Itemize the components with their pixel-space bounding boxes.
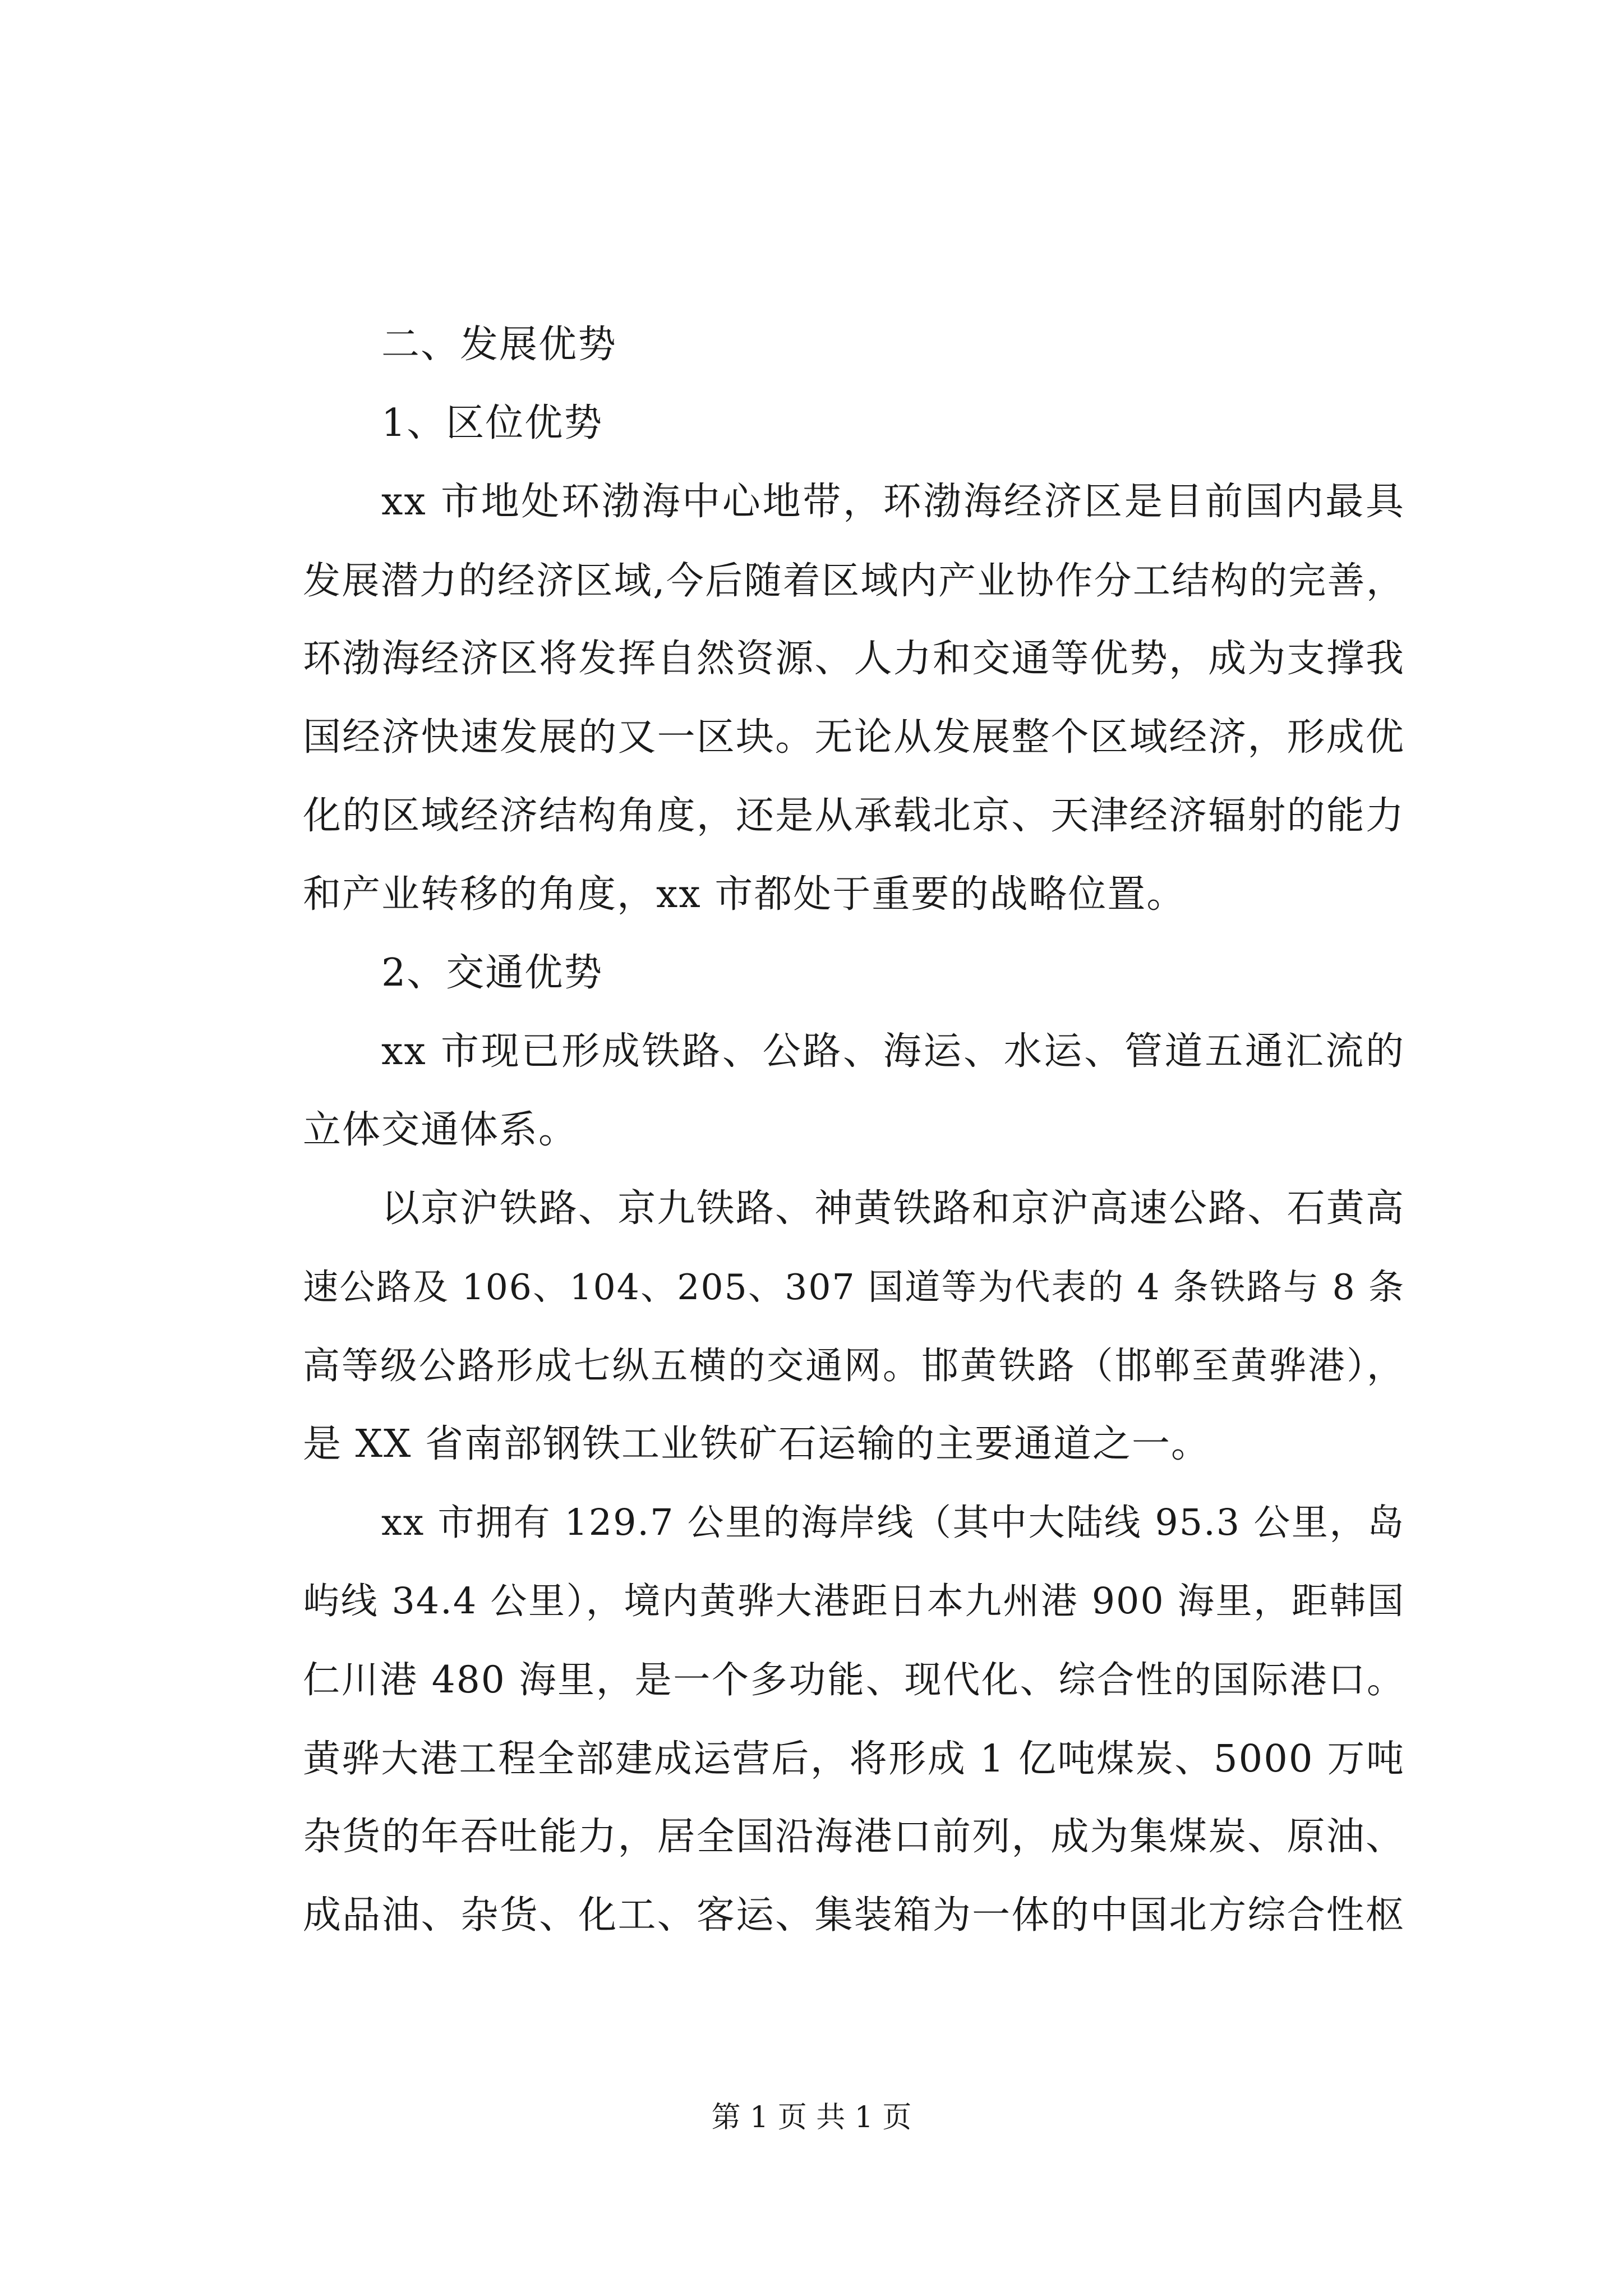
text-line: 2、交通优势 <box>381 951 603 995</box>
text-line: 国经济快速发展的又一区块。无论从发展整个区域经济，形成优 <box>303 715 1405 760</box>
text-line: 仁川港 480 海里，是一个多功能、现代化、综合性的国际港口。 <box>303 1658 1405 1701</box>
text-line: 是 XX 省南部钢铁工业铁矿石运输的主要通道之一。 <box>303 1422 1211 1466</box>
text-line: xx 市拥有 129.7 公里的海岸线（其中大陆线 95.3 公里，岛 <box>381 1502 1405 1544</box>
text-line: 环渤海经济区将发挥自然资源、人力和交通等优势，成为支撑我 <box>303 637 1405 681</box>
text-line: xx 市地处环渤海中心地带，环渤海经济区是目前国内最具 <box>381 480 1405 524</box>
text-line: 高等级公路形成七纵五横的交通网。邯黄铁路（邯郸至黄骅港）， <box>303 1344 1405 1387</box>
text-line: 屿线 34.4 公里），境内黄骅大港距日本九州港 900 海里，距韩国 <box>303 1580 1405 1622</box>
page-footer: 第 1 页 共 1 页 <box>711 2101 912 2134</box>
text-line: xx 市现已形成铁路、公路、海运、水运、管道五通汇流的 <box>381 1029 1405 1074</box>
text-line: 立体交通体系。 <box>303 1108 578 1152</box>
text-line: 化的区域经济结构角度，还是从承载北京、天津经济辐射的能力 <box>303 794 1405 838</box>
text-line: 二、发展优势 <box>381 323 617 367</box>
text-line: 黄骅大港工程全部建成运营后，将形成 1 亿吨煤炭、5000 万吨 <box>303 1737 1405 1780</box>
document-body <box>303 306 1405 1955</box>
text-line: 速公路及 106、104、205、307 国道等为代表的 4 条铁路与 8 条 <box>303 1267 1405 1308</box>
text-line: 杂货的年吞吐能力，居全国沿海港口前列，成为集煤炭、原油、 <box>303 1815 1405 1859</box>
text-line: 成品油、杂货、化工、客运、集装箱为一体的中国北方综合性枢 <box>303 1893 1405 1938</box>
text-line: 发展潜力的经济区域,今后随着区域内产业协作分工结构的完善， <box>303 559 1405 602</box>
text-line: 和产业转移的角度，xx 市都处于重要的战略位置。 <box>303 872 1186 917</box>
text-line: 以京沪铁路、京九铁路、神黄铁路和京沪高速公路、石黄高 <box>381 1186 1405 1231</box>
text-line: 1、区位优势 <box>381 401 603 445</box>
